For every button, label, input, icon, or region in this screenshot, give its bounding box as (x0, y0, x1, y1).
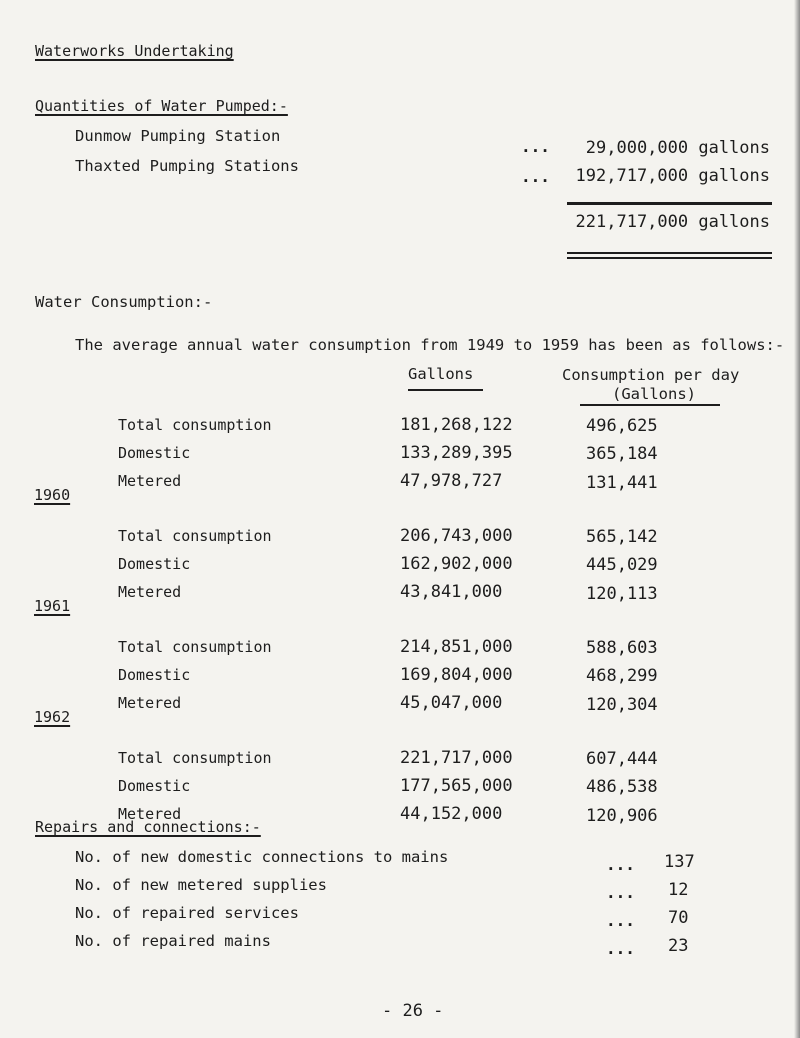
consumption-heading: Water Consumption:- (35, 293, 213, 311)
pumped-heading: Quantities of Water Pumped:- (35, 97, 288, 115)
repair-row-label: No. of new metered supplies (75, 876, 327, 894)
repair-row-dots: ... (606, 911, 635, 930)
table-row-label: Metered (118, 472, 182, 490)
table-row-label: Domestic (118, 777, 191, 795)
table-row-gallons: 181,268,122 (400, 415, 513, 435)
table-row-label: Metered (118, 583, 182, 601)
col-header-gallons-rule (408, 389, 483, 391)
table-row-per-day: 496,625 (586, 416, 658, 436)
table-row-per-day: 445,029 (586, 555, 658, 575)
pumping-total-value: 221,717,000 gallons (575, 212, 770, 232)
pumping-row-dots: ... (521, 167, 550, 186)
repair-row-label: No. of repaired mains (75, 932, 271, 950)
col-header-per-day-unit: (Gallons) (612, 385, 696, 403)
table-row-per-day: 607,444 (586, 749, 658, 769)
page-edge-shadow (794, 0, 800, 1038)
table-row-label: Metered (118, 694, 182, 712)
table-row-per-day: 468,299 (586, 666, 658, 686)
table-row-per-day: 588,603 (586, 638, 658, 658)
repair-row-dots: ... (606, 855, 635, 874)
repair-row-dots: ... (606, 939, 635, 958)
table-row-per-day: 120,113 (586, 584, 658, 604)
table-row-gallons: 45,047,000 (400, 693, 503, 713)
pumping-row-value: 192,717,000 gallons (575, 166, 770, 186)
table-row-gallons: 47,978,727 (400, 471, 503, 491)
table-row-gallons: 214,851,000 (400, 637, 513, 657)
table-row-per-day: 565,142 (586, 527, 658, 547)
table-row-per-day: 365,184 (586, 444, 658, 464)
table-row-label: Domestic (118, 555, 191, 573)
table-row-label: Total consumption (118, 527, 272, 545)
total-rule-top (567, 202, 772, 205)
repair-row-value: 12 (668, 880, 689, 900)
repair-row-dots: ... (606, 883, 635, 902)
section-title: Waterworks Undertaking (35, 42, 234, 60)
total-rule-double-2 (567, 257, 772, 259)
table-row-gallons: 221,717,000 (400, 748, 513, 768)
col-header-per-day: Consumption per day (562, 366, 740, 384)
pumping-row-value: 29,000,000 gallons (585, 138, 770, 158)
repairs-heading: Repairs and connections:- (35, 818, 261, 836)
consumption-intro: The average annual water consumption from 1949 to 1959 has been as follows:- (75, 336, 785, 354)
year-label: 1960 (34, 486, 71, 504)
table-row-gallons: 162,902,000 (400, 554, 513, 574)
pumping-row-label: Thaxted Pumping Stations (75, 157, 299, 175)
table-row-per-day: 131,441 (586, 473, 658, 493)
total-rule-double-1 (567, 252, 772, 254)
table-row-gallons: 177,565,000 (400, 776, 513, 796)
repair-row-value: 23 (668, 936, 689, 956)
table-row-gallons: 43,841,000 (400, 582, 503, 602)
col-header-gallons: Gallons (408, 365, 474, 383)
table-row-per-day: 120,304 (586, 695, 658, 715)
pumping-row-dots: ... (521, 137, 550, 156)
repair-row-value: 137 (664, 852, 695, 872)
table-row-label: Total consumption (118, 416, 272, 434)
table-row-gallons: 133,289,395 (400, 443, 513, 463)
table-row-gallons: 169,804,000 (400, 665, 513, 685)
repair-row-label: No. of new domestic connections to mains (75, 848, 449, 866)
table-row-label: Metered (118, 805, 182, 823)
year-label: 1962 (34, 708, 71, 726)
page-number: - 26 - (382, 1001, 444, 1021)
repair-row-label: No. of repaired services (75, 904, 299, 922)
table-row-gallons: 206,743,000 (400, 526, 513, 546)
table-row-per-day: 486,538 (586, 777, 658, 797)
year-label: 1961 (34, 597, 71, 615)
table-row-label: Total consumption (118, 749, 272, 767)
pumping-row-label: Dunmow Pumping Station (75, 127, 281, 145)
table-row-label: Domestic (118, 666, 191, 684)
repair-row-value: 70 (668, 908, 689, 928)
table-row-per-day: 120,906 (586, 806, 658, 826)
col-header-per-day-rule (580, 404, 720, 406)
table-row-gallons: 44,152,000 (400, 804, 503, 824)
table-row-label: Total consumption (118, 638, 272, 656)
table-row-label: Domestic (118, 444, 191, 462)
